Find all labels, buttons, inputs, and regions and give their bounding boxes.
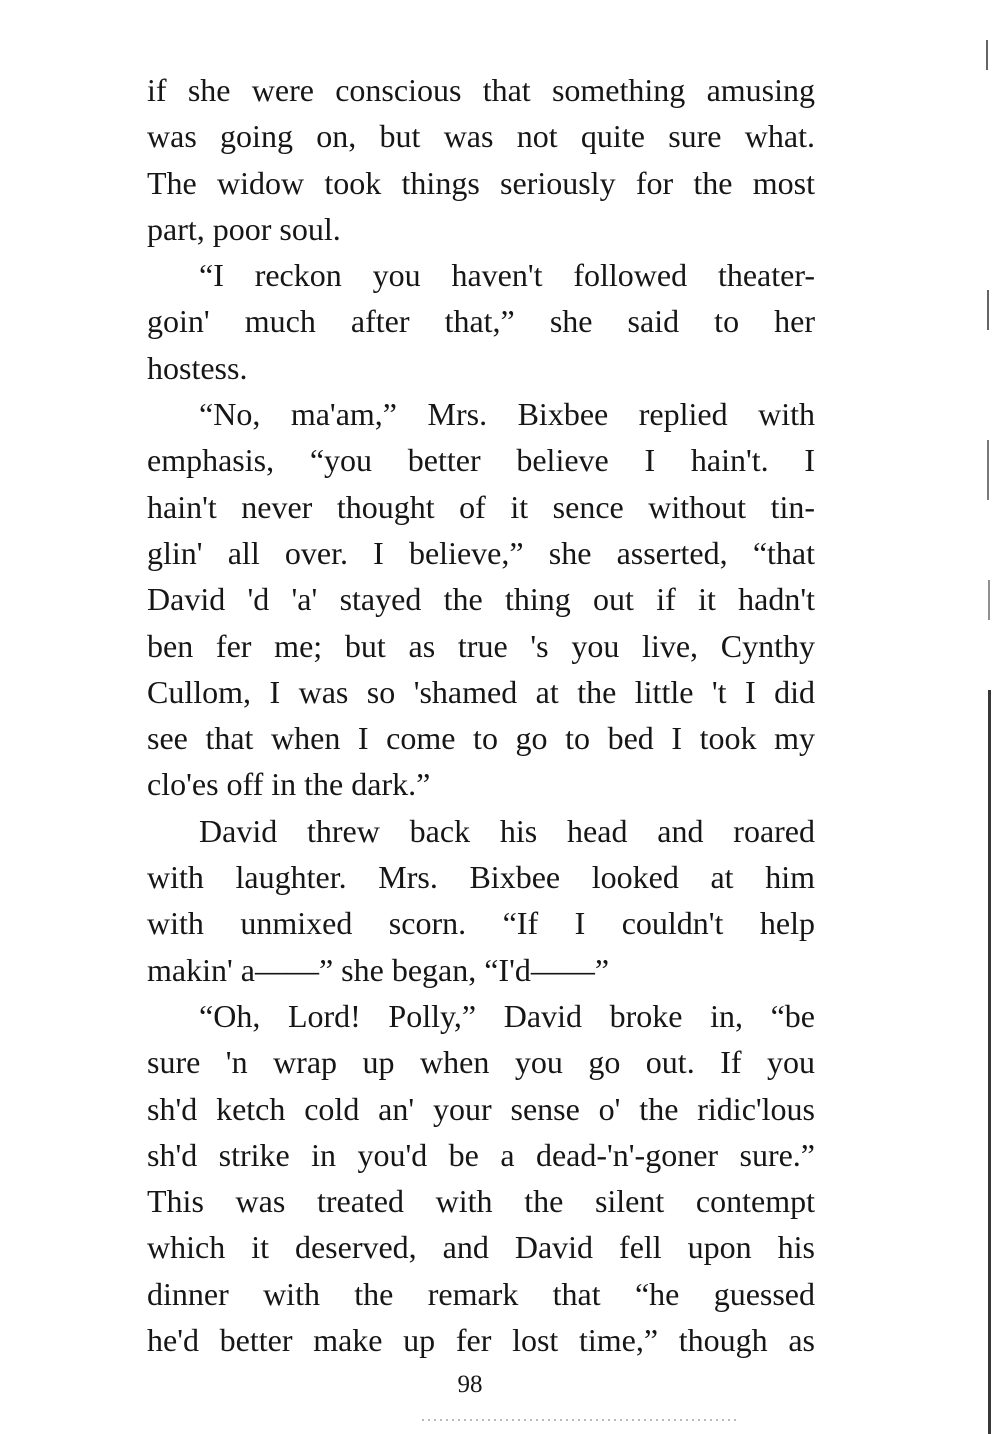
text-line: “I reckon you haven't followed theater- (199, 257, 815, 294)
text-line: dinner with the remark that “he guessed (147, 1275, 815, 1312)
text-line: sh'd strike in you'd be a dead-'n'-goner sure.” (147, 1136, 815, 1173)
text-line: sh'd ketch cold an' your sense o' the ridic'lous (147, 1090, 815, 1127)
binding-edge-mark (986, 40, 988, 70)
text-line: David threw back his head and roared (199, 812, 815, 849)
text-line: sure 'n wrap up when you go out. If you (147, 1044, 815, 1081)
binding-edge-mark (988, 580, 990, 620)
text-line: goin' much after that,” she said to her (147, 303, 815, 340)
text-line: emphasis, “you better believe I hain't. I (147, 442, 815, 479)
binding-edge-line (988, 690, 991, 1434)
text-line: was going on, but was not quite sure what. (147, 118, 815, 155)
text-line: makin' a——” she began, “I'd——” (147, 951, 610, 988)
text-line: ben fer me; but as true 's you live, Cynthy (147, 627, 815, 664)
text-line: if she were conscious that something amusing (147, 72, 815, 108)
body-text (147, 67, 815, 1363)
text-line: he'd better make up fer lost time,” though as (147, 1322, 815, 1359)
text-line: “Oh, Lord! Polly,” David broke in, “be (199, 997, 815, 1034)
text-line: This was treated with the silent contempt (147, 1183, 815, 1220)
page-number: 98 (457, 1371, 483, 1398)
text-line: David 'd 'a' stayed the thing out if it hadn't (147, 581, 815, 618)
scan-noise (420, 1418, 740, 1422)
text-line: Cullom, I was so 'shamed at the little 't I did (147, 673, 815, 710)
text-line: “No, ma'am,” Mrs. Bixbee replied with (199, 396, 815, 433)
text-line: which it deserved, and David fell upon his (147, 1229, 815, 1266)
text-line: part, poor soul. (147, 210, 341, 247)
text-line: with unmixed scorn. “If I couldn't help (147, 905, 815, 942)
text-line: hain't never thought of it sence without tin- (147, 488, 815, 525)
text-line: clo'es off in the dark.” (147, 766, 431, 803)
binding-edge-mark (987, 290, 989, 330)
text-line: hostess. (147, 349, 248, 386)
text-line: see that when I come to go to bed I took my (147, 720, 815, 757)
text-line: with laughter. Mrs. Bixbee looked at him (147, 859, 815, 896)
binding-edge-mark (987, 440, 989, 500)
text-line: glin' all over. I believe,” she asserted, “that (147, 534, 815, 571)
text-line: The widow took things seriously for the most (147, 164, 815, 201)
